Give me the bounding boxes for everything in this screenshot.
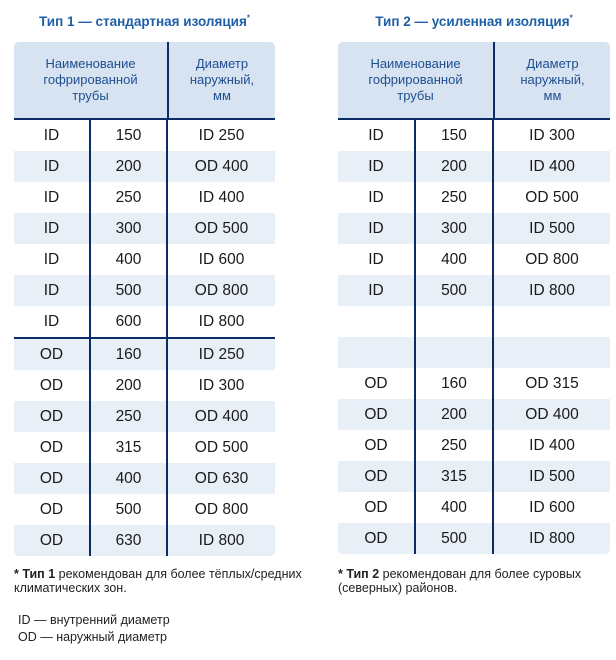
- outer-diameter-cell: ID 300: [167, 370, 275, 401]
- pipe-size-cell: 300: [90, 213, 167, 244]
- pipe-size-cell: 630: [90, 525, 167, 556]
- outer-diameter-cell: [493, 306, 610, 337]
- pipe-type-cell: ID: [14, 182, 90, 213]
- type2-title-text: Тип 2 — усиленная изоляция: [375, 14, 570, 29]
- pipe-size-cell: 315: [415, 461, 493, 492]
- pipe-type-cell: ID: [14, 151, 90, 182]
- table-row: [338, 461, 610, 492]
- pipe-size-cell: 400: [415, 244, 493, 275]
- table-row: [14, 338, 275, 370]
- pipe-type-cell: [338, 306, 415, 337]
- type2-title-mark: *: [569, 13, 573, 23]
- type2-footnote-label: * Тип 2: [338, 567, 380, 581]
- pipe-size-cell: 600: [90, 306, 167, 338]
- table-row: [14, 370, 275, 401]
- table-row: [338, 399, 610, 430]
- table-row: [338, 523, 610, 554]
- pipe-type-cell: OD: [338, 492, 415, 523]
- pipe-type-cell: [338, 337, 415, 368]
- pipe-size-cell: 400: [90, 244, 167, 275]
- outer-diameter-cell: ID 800: [167, 525, 275, 556]
- pipe-size-cell: 200: [415, 399, 493, 430]
- outer-diameter-cell: OD 500: [167, 432, 275, 463]
- pipe-size-cell: 315: [90, 432, 167, 463]
- type1-footnote-label: * Тип 1: [14, 567, 56, 581]
- outer-diameter-cell: ID 800: [493, 523, 610, 554]
- pipe-type-cell: OD: [338, 523, 415, 554]
- outer-diameter-cell: ID 250: [167, 338, 275, 370]
- pipe-size-cell: 500: [415, 523, 493, 554]
- type1-footnote-text: рекомендован для более тёплых/средних климатических зон.: [14, 567, 302, 595]
- pipe-type-cell: ID: [338, 182, 415, 213]
- table-row: [14, 525, 275, 556]
- table-row: [14, 306, 275, 338]
- outer-diameter-cell: OD 400: [167, 401, 275, 432]
- outer-diameter-cell: OD 630: [167, 463, 275, 494]
- pipe-type-cell: OD: [14, 401, 90, 432]
- pipe-type-cell: OD: [14, 338, 90, 370]
- outer-diameter-cell: ID 400: [493, 151, 610, 182]
- pipe-type-cell: ID: [338, 275, 415, 306]
- outer-diameter-cell: ID 400: [493, 430, 610, 461]
- table-row: [14, 244, 275, 275]
- outer-diameter-cell: ID 300: [493, 120, 610, 151]
- table-row: [14, 463, 275, 494]
- pipe-type-cell: OD: [14, 463, 90, 494]
- pipe-size-cell: 500: [90, 494, 167, 525]
- outer-diameter-cell: ID 800: [493, 275, 610, 306]
- type2-footnote-text: рекомендован для более суровых (северных) районов.: [338, 567, 582, 595]
- table-row: [14, 213, 275, 244]
- pipe-size-cell: 250: [90, 182, 167, 213]
- type1-table-header: [14, 42, 275, 120]
- outer-diameter-cell: OD 400: [167, 151, 275, 182]
- table-row: [338, 275, 610, 306]
- pipe-type-cell: OD: [14, 370, 90, 401]
- outer-diameter-cell: ID 250: [167, 120, 275, 151]
- table-row: [338, 306, 610, 337]
- pipe-type-cell: OD: [338, 461, 415, 492]
- type1-panel: [14, 10, 275, 556]
- pipe-type-cell: OD: [338, 368, 415, 399]
- type1-header-pipe-name: Наименование гофрированной трубы: [43, 56, 138, 103]
- pipe-type-cell: OD: [14, 432, 90, 463]
- pipe-size-cell: [415, 337, 493, 368]
- table-row: [338, 120, 610, 151]
- table-row: [338, 213, 610, 244]
- pipe-type-cell: OD: [14, 525, 90, 556]
- outer-diameter-cell: OD 800: [493, 244, 610, 275]
- pipe-type-cell: ID: [338, 213, 415, 244]
- type2-panel: [338, 10, 610, 554]
- pipe-size-cell: 500: [90, 275, 167, 306]
- table-row: [338, 337, 610, 368]
- outer-diameter-cell: OD 800: [167, 494, 275, 525]
- outer-diameter-cell: OD 800: [167, 275, 275, 306]
- pipe-size-cell: 160: [90, 338, 167, 370]
- table-row: [14, 151, 275, 182]
- pipe-type-cell: ID: [338, 244, 415, 275]
- pipe-size-cell: 200: [90, 151, 167, 182]
- table-row: [14, 120, 275, 151]
- table-row: [338, 151, 610, 182]
- pipe-size-cell: [415, 306, 493, 337]
- type2-table-header: [338, 42, 610, 120]
- pipe-size-cell: 150: [90, 120, 167, 151]
- table-row: [14, 432, 275, 463]
- table-row: [14, 494, 275, 525]
- pipe-type-cell: ID: [338, 120, 415, 151]
- outer-diameter-cell: ID 400: [167, 182, 275, 213]
- type1-title-text: Тип 1 — стандартная изоляция: [39, 14, 247, 29]
- pipe-type-cell: OD: [14, 494, 90, 525]
- legend-id: ID — внутренний диаметр: [18, 613, 170, 627]
- type1-table: [14, 120, 275, 556]
- pipe-type-cell: ID: [14, 120, 90, 151]
- type1-title: [14, 10, 275, 34]
- table-row: [338, 430, 610, 461]
- type1-header-outer-diameter: Диаметр наружный, мм: [167, 42, 275, 118]
- type1-footnote: [14, 567, 334, 595]
- pipe-size-cell: 200: [415, 151, 493, 182]
- type2-header-pipe-name: Наименование гофрированной трубы: [368, 56, 463, 103]
- outer-diameter-cell: ID 500: [493, 213, 610, 244]
- type2-footnote: [338, 567, 610, 595]
- pipe-type-cell: OD: [338, 399, 415, 430]
- outer-diameter-cell: [493, 337, 610, 368]
- pipe-size-cell: 400: [90, 463, 167, 494]
- pipe-type-cell: ID: [338, 151, 415, 182]
- pipe-type-cell: OD: [338, 430, 415, 461]
- pipe-size-cell: 160: [415, 368, 493, 399]
- outer-diameter-cell: OD 500: [167, 213, 275, 244]
- pipe-size-cell: 150: [415, 120, 493, 151]
- outer-diameter-cell: OD 315: [493, 368, 610, 399]
- table-row: [14, 182, 275, 213]
- table-row: [14, 275, 275, 306]
- outer-diameter-cell: ID 600: [167, 244, 275, 275]
- pipe-size-cell: 250: [90, 401, 167, 432]
- table-row: [338, 244, 610, 275]
- type1-title-mark: *: [246, 13, 250, 23]
- type2-header-outer-diameter: Диаметр наружный, мм: [493, 42, 610, 118]
- pipe-type-cell: ID: [14, 306, 90, 338]
- pipe-type-cell: ID: [14, 244, 90, 275]
- outer-diameter-cell: ID 600: [493, 492, 610, 523]
- pipe-type-cell: ID: [14, 213, 90, 244]
- pipe-type-cell: ID: [14, 275, 90, 306]
- outer-diameter-cell: OD 400: [493, 399, 610, 430]
- type2-table: [338, 120, 610, 554]
- outer-diameter-cell: ID 800: [167, 306, 275, 338]
- outer-diameter-cell: OD 500: [493, 182, 610, 213]
- pipe-size-cell: 500: [415, 275, 493, 306]
- table-row: [338, 492, 610, 523]
- pipe-size-cell: 250: [415, 182, 493, 213]
- pipe-size-cell: 300: [415, 213, 493, 244]
- pipe-size-cell: 250: [415, 430, 493, 461]
- pipe-size-cell: 200: [90, 370, 167, 401]
- legend-od: OD — наружный диаметр: [18, 630, 167, 644]
- table-row: [14, 401, 275, 432]
- pipe-size-cell: 400: [415, 492, 493, 523]
- table-row: [338, 182, 610, 213]
- type2-title: [338, 10, 610, 34]
- table-row: [338, 368, 610, 399]
- outer-diameter-cell: ID 500: [493, 461, 610, 492]
